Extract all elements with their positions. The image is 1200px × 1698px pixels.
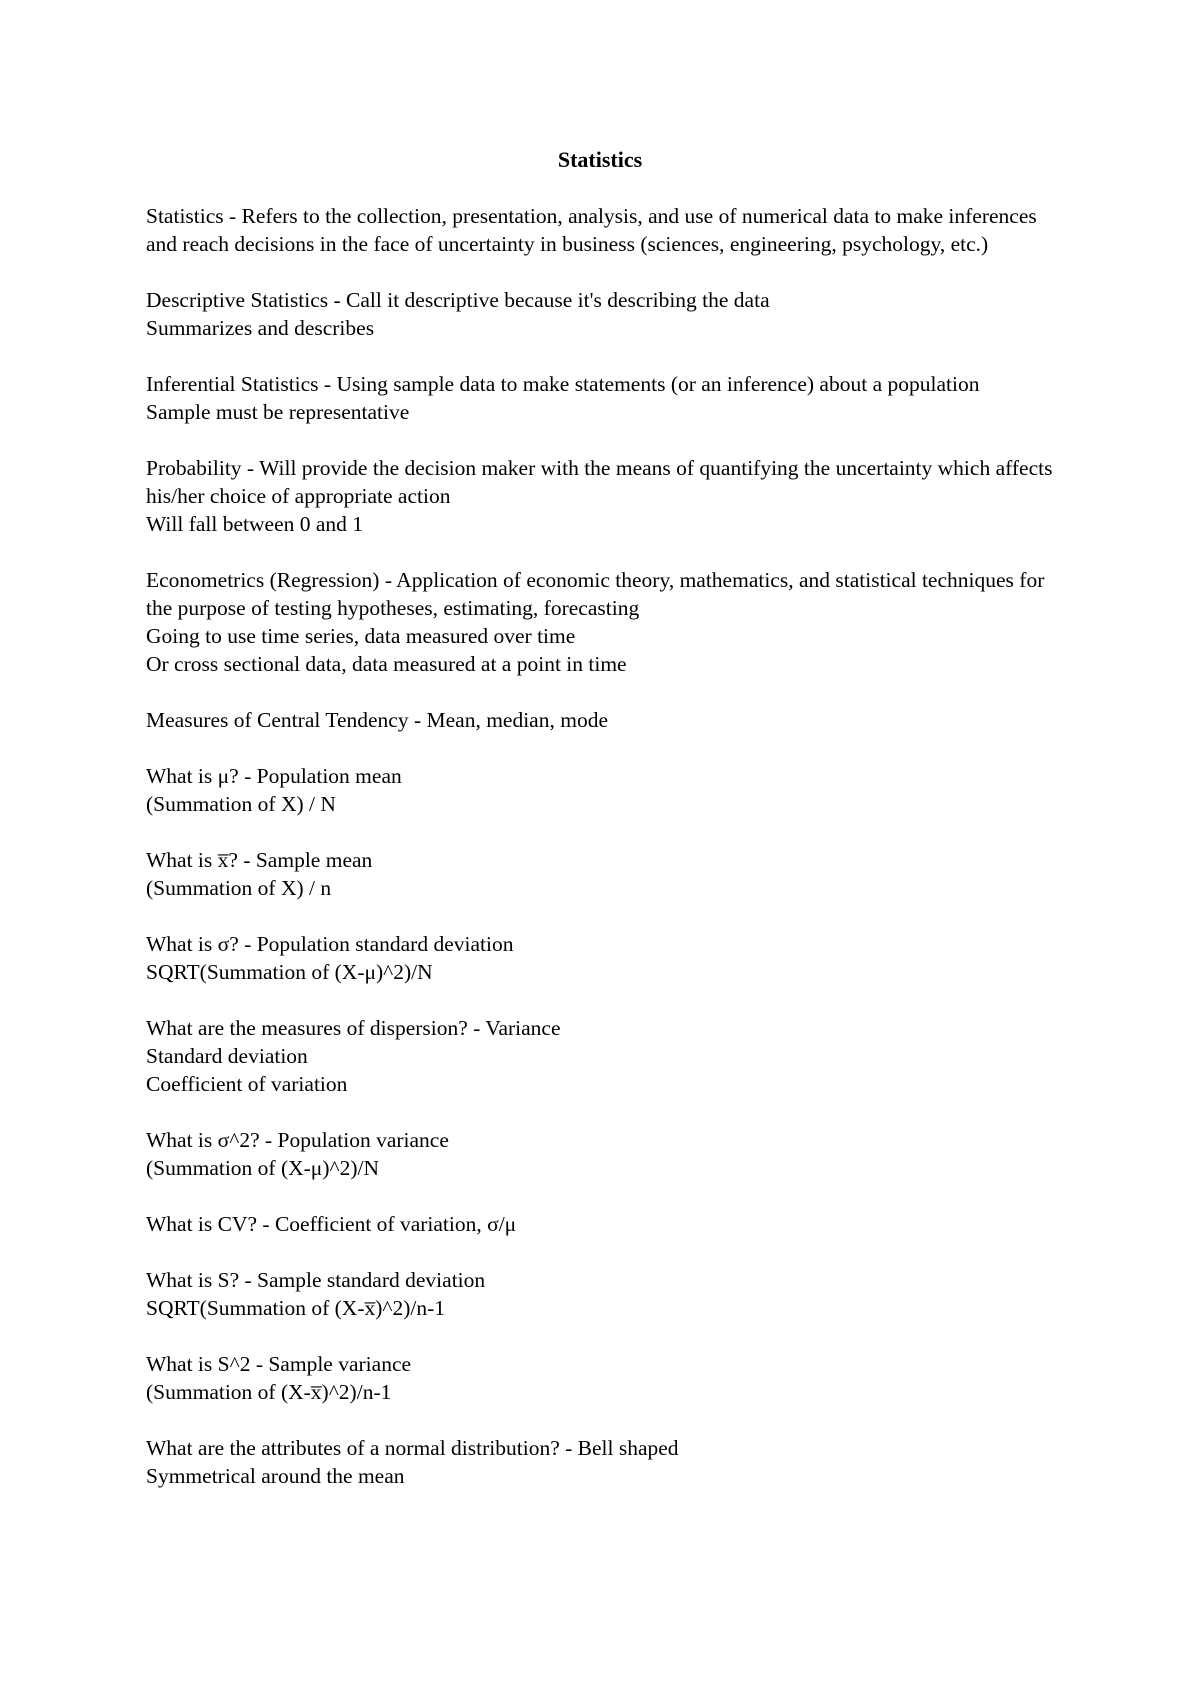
text-line: (Summation of X) / N (146, 792, 336, 816)
text-line: Descriptive Statistics - Call it descriptive because it's describing the data (146, 288, 770, 312)
text-line: SQRT(Summation of (X-μ)^2)/N (146, 960, 433, 984)
paragraph (146, 370, 1066, 426)
text-line: What is σ^2? - Population variance (146, 1128, 449, 1152)
text-line: What is CV? - Coefficient of variation, σ/μ (146, 1212, 517, 1236)
document-title: Statistics (557, 147, 643, 172)
text-line: What are the attributes of a normal distribution? - Bell shaped (146, 1436, 679, 1460)
text-line: Or cross sectional data, data measured at a point in time (146, 652, 627, 676)
text-line: Measures of Central Tendency - Mean, median, mode (146, 708, 608, 732)
text-line: Symmetrical around the mean (146, 1464, 405, 1488)
text-line: Will fall between 0 and 1 (146, 512, 364, 536)
text-line: What is x̅? - Sample mean (146, 848, 373, 872)
paragraph (146, 454, 1066, 538)
paragraph (146, 1350, 1066, 1406)
text-line: Statistics - Refers to the collection, presentation, analysis, and use of numerical data to make inferences and reach decisions in the face of uncertainty in business (sciences, engineering, psychology, etc.) (146, 204, 1043, 256)
text-line: What is S? - Sample standard deviation (146, 1268, 486, 1292)
paragraph (146, 1266, 1066, 1322)
text-line: Standard deviation (146, 1044, 308, 1068)
paragraph (146, 846, 1066, 902)
text-line: (Summation of X) / n (146, 876, 332, 900)
text-line: Summarizes and describes (146, 316, 375, 340)
paragraph (146, 930, 1066, 986)
text-line: (Summation of (X-μ)^2)/N (146, 1156, 379, 1180)
text-line: What is σ? - Population standard deviation (146, 932, 514, 956)
text-line: Coefficient of variation (146, 1072, 348, 1096)
paragraph (146, 762, 1066, 818)
text-line: Going to use time series, data measured over time (146, 624, 576, 648)
text-line: SQRT(Summation of (X-x̅)^2)/n-1 (146, 1296, 446, 1320)
document-body (146, 202, 1066, 1518)
text-line: (Summation of (X-x̅)^2)/n-1 (146, 1380, 392, 1404)
paragraph (146, 1210, 1066, 1238)
text-line: Econometrics (Regression) - Application of economic theory, mathematics, and statistical techniques for the purpose of testing hypotheses, estimating, forecasting (146, 568, 1050, 620)
text-line: Sample must be representative (146, 400, 410, 424)
paragraph (146, 202, 1066, 258)
text-line: What is S^2 - Sample variance (146, 1352, 412, 1376)
paragraph (146, 566, 1066, 678)
paragraph (146, 1434, 1066, 1490)
paragraph (146, 1014, 1066, 1098)
text-line: Probability - Will provide the decision maker with the means of quantifying the uncertainty which affects his/her choice of appropriate action (146, 456, 1058, 508)
text-line: Inferential Statistics - Using sample data to make statements (or an inference) about a population (146, 372, 980, 396)
text-line: What is μ? - Population mean (146, 764, 402, 788)
paragraph (146, 706, 1066, 734)
paragraph (146, 1126, 1066, 1182)
paragraph (146, 286, 1066, 342)
text-line: What are the measures of dispersion? - Variance (146, 1016, 561, 1040)
